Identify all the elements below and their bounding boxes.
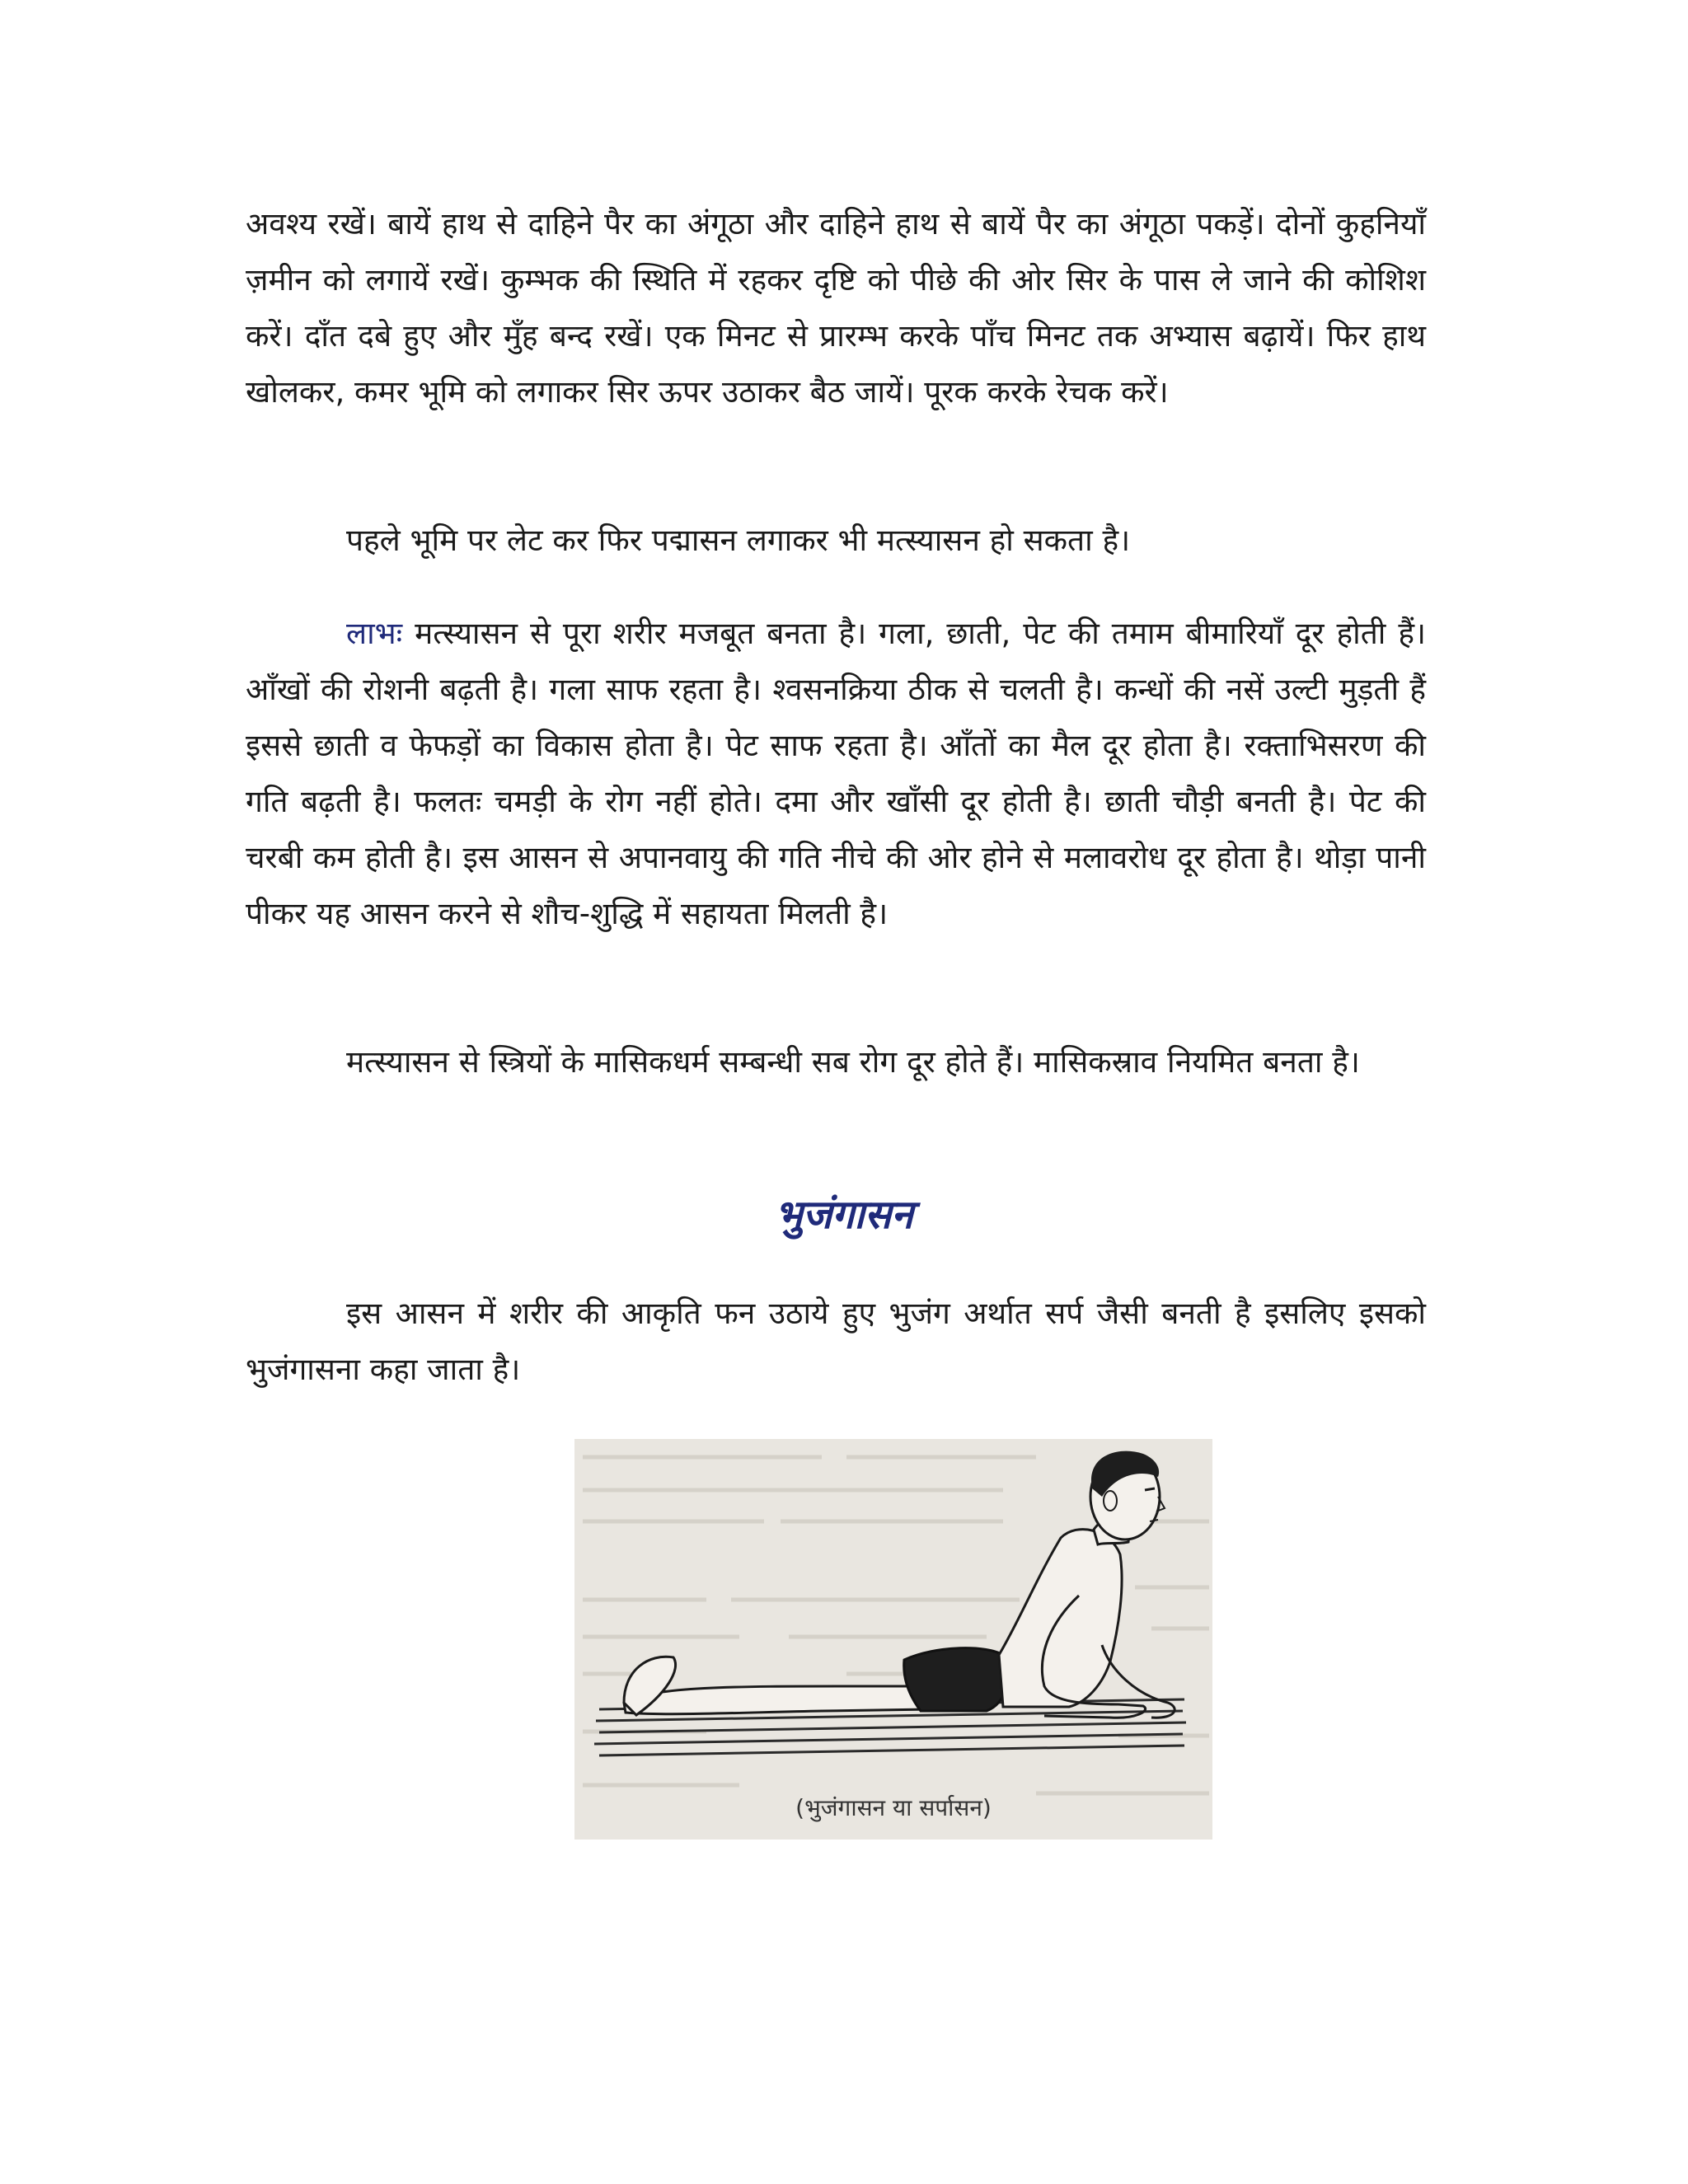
figure-caption: (भुजंगासन या सर्पासन) (795, 1794, 992, 1821)
section-heading-bhujangasana: भुजंगासन (775, 1192, 913, 1238)
bhujangasana-illustration (574, 1439, 1212, 1840)
paragraph-matsyasana-steps: अवश्य रखें। बायें हाथ से दाहिने पैर का अंगूठा और दाहिने हाथ से बायें पैर का अंगूठा पकड़ें। दोनों कुहनियाँ ज़मीन को लगायें रखें। कुम्भक की स्थिति में रहकर दृष्टि को पीछे की ओर सिर के पास ले जाने की कोशिश करें। दाँत दबे हुए और मुँह बन्द रखें। एक मिनट से प्रारम्भ करके पाँच मिनट तक अभ्यास बढ़ायें। फिर हाथ खोलकर, कमर भूमि को लगाकर सिर ऊपर उठाकर बैठ जायें। पूरक करके रेचक करें। (246, 206, 1426, 410)
benefits-text: मत्स्यासन से पूरा शरीर मजबूत बनता है। गला, छाती, पेट की तमाम बीमारियाँ दूर होती हैं। आँखों की रोशनी बढ़ती है। गला साफ रहता है। श्वसनक्रिया ठीक से चलती है। कन्धों की नसें उल्टी मुड़ती हैं इससे छाती व फेफड़ों का विकास होता है। पेट साफ रहता है। आँतों का मैल दूर होता है। रक्ताभिसरण की गति बढ़ती है। फलतः चमड़ी के रोग नहीं होते। दमा और खाँसी दूर होती है। छाती चौड़ी बनती है। पेट की चरबी कम होती है। इस आसन से अपानवायु की गति नीचे की ओर होने से मलावरोध दूर होता है। थोड़ा पानी पीकर यह आसन करने से शौच-शुद्धि में सहायता मिलती है। (246, 616, 1426, 931)
paragraph-bhujangasana-intro: इस आसन में शरीर की आकृति फन उठाये हुए भुजंग अर्थात सर्प जैसी बनती है इसलिए इसको भुजंगासना कहा जाता है। (246, 1296, 1426, 1387)
benefits-label: लाभः (346, 616, 403, 651)
cobra-pose-drawing (574, 1439, 1212, 1840)
paragraph-padmasana-note: पहले भूमि पर लेट कर फिर पद्मासन लगाकर भी मत्स्यासन हो सकता है। (346, 523, 1131, 558)
paragraph-benefits (246, 606, 1426, 942)
paragraph-women-benefits: मत्स्यासन से स्त्रियों के मासिकधर्म सम्बन्धी सब रोग दूर होते हैं। मासिकस्राव नियमित बनता है। (346, 1044, 1360, 1080)
